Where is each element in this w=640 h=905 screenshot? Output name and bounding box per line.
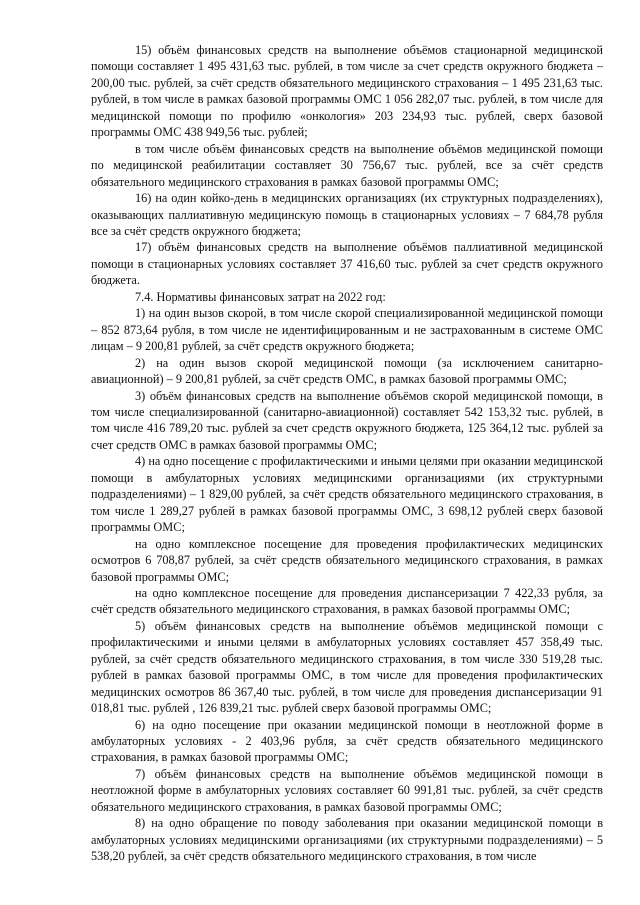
paragraph-item-15-inpatient-funding: 15) объём финансовых средств на выполнение объёмов стационарной медицинской помощи составляет 1 495 431,63 тыс. рублей, в том числе за счет средств окружного бюджета – 200,00 тыс. рублей, за счёт средств обязательного медицинского страхования – 1 495 231,63 тыс. рублей, в том числе в рамках базовой программы ОМС 1 056 282,07 тыс. рублей, в том числе для медицинской помощи по профилю «онкология» 203 234,93 тыс. рублей, сверх базовой программы ОМС 438 949,56 тыс. рублей; xyxy=(91,43,603,140)
paragraph-dispensary-visit: на одно комплексное посещение для проведения диспансеризации 7 422,33 рубля, за счёт средств обязательного медицинского страхования, в рамках базовой программы ОМС; xyxy=(91,585,603,617)
paragraph-item-4-preventive-visit: 4) на одно посещение с профилактическими и иными целями при оказании медицинской помощи в амбулаторных условиях медицинскими организациями (их структурными подразделениями) – 1 829,00 рублей, за счёт средств обязательного медицинского страхования, в том числе 1 289,27 рублей в рамках базовой программы ОМС, 3 698,12 рублей сверх базовой программы ОМС; xyxy=(91,454,603,535)
paragraph-item-5-outpatient-preventive-funding: 5) объём финансовых средств на выполнение объёмов медицинской помощи с профилактическими и иными целями в амбулаторных условиях составляет 457 358,49 тыс. рублей, за счёт средств обязательного медицинского страхования, в том числе 330 519,28 тыс. рублей в рамках базовой программы ОМС, в том числе для проведения профилактических медицинских осмотров 86 367,40 тыс. рублей, в том числе для проведения диспансеризации 91 018,81 тыс. рублей , 126 839,21 тыс. рублей сверх базовой программы ОМС; xyxy=(91,618,603,716)
paragraph-preventive-exam-visit: на одно комплексное посещение для проведения профилактических медицинских осмотров 6 708,87 рублей, за счёт средств обязательного медицинского страхования, в рамках базовой программы ОМС; xyxy=(91,536,603,584)
document-page xyxy=(91,42,603,865)
paragraph-item-2-ambulance-call-oms: 2) на один вызов скорой медицинской помощи (за исключением санитарно-авиационной) – 9 200,81 рублей, за счёт средств ОМС, в рамках базовой программы ОМС; xyxy=(91,355,603,387)
section-heading-7-4: 7.4. Нормативы финансовых затрат на 2022 год: xyxy=(135,289,386,304)
paragraph-item-7-urgent-funding: 7) объём финансовых средств на выполнение объёмов медицинской помощи в неотложной форме в амбулаторных условиях составляет 60 991,81 тыс. рублей, за счёт средств обязательного медицинского страхования, в рамках базовой программы ОМС; xyxy=(91,766,603,814)
paragraph-rehabilitation-funding: в том числе объём финансовых средств на выполнение объёмов медицинской помощи по медицинской реабилитации составляет 30 756,67 тыс. рублей, все за счёт средств обязательного медицинского страхования в рамках базовой программы ОМС; xyxy=(91,141,603,189)
paragraph-item-3-ambulance-funding: 3) объём финансовых средств на выполнение объёмов скорой медицинской помощи, в том числе специализированной (санитарно-авиационной) составляет 542 153,32 тыс. рублей, в том числе 416 789,20 тыс. рублей за счет средств окружного бюджета, 125 364,12 тыс. рублей за счет средств ОМС в рамках базовой программы ОМС; xyxy=(91,388,603,452)
paragraph-item-16-palliative-bed-day: 16) на один койко-день в медицинских организациях (их структурных подразделениях), оказывающих паллиативную медицинскую помощь в стационарных условиях – 7 684,78 рубля все за счёт средств окружного бюджета; xyxy=(91,191,603,238)
paragraph-item-6-urgent-visit: 6) на одно посещение при оказании медицинской помощи в неотложной форме в амбулаторных условиях - 2 403,96 рубля, за счёт средств обязательного медицинского страхования, в рамках базовой программы ОМС; xyxy=(91,717,603,765)
paragraph-item-17-palliative-funding: 17) объём финансовых средств на выполнение объёмов паллиативной медицинской помощи в стационарных условиях составляет 37 416,60 тыс. рублей за счет средств окружного бюджета. xyxy=(91,240,603,288)
paragraph-item-1-ambulance-call: 1) на один вызов скорой, в том числе скорой специализированной медицинской помощи – 852 873,64 рубля, в том числе не идентифицированным и не застрахованным в системе ОМС лицам – 9 200,81 рублей, за счёт средств окружного бюджета; xyxy=(91,306,603,354)
paragraph-item-8-disease-appeal: 8) на одно обращение по поводу заболевания при оказании медицинской помощи в амбулаторных условиях медицинскими организациями (их структурными подразделениями) – 5 538,20 рублей, за счёт средств обязательного медицинского страхования, в том числе xyxy=(91,816,603,864)
